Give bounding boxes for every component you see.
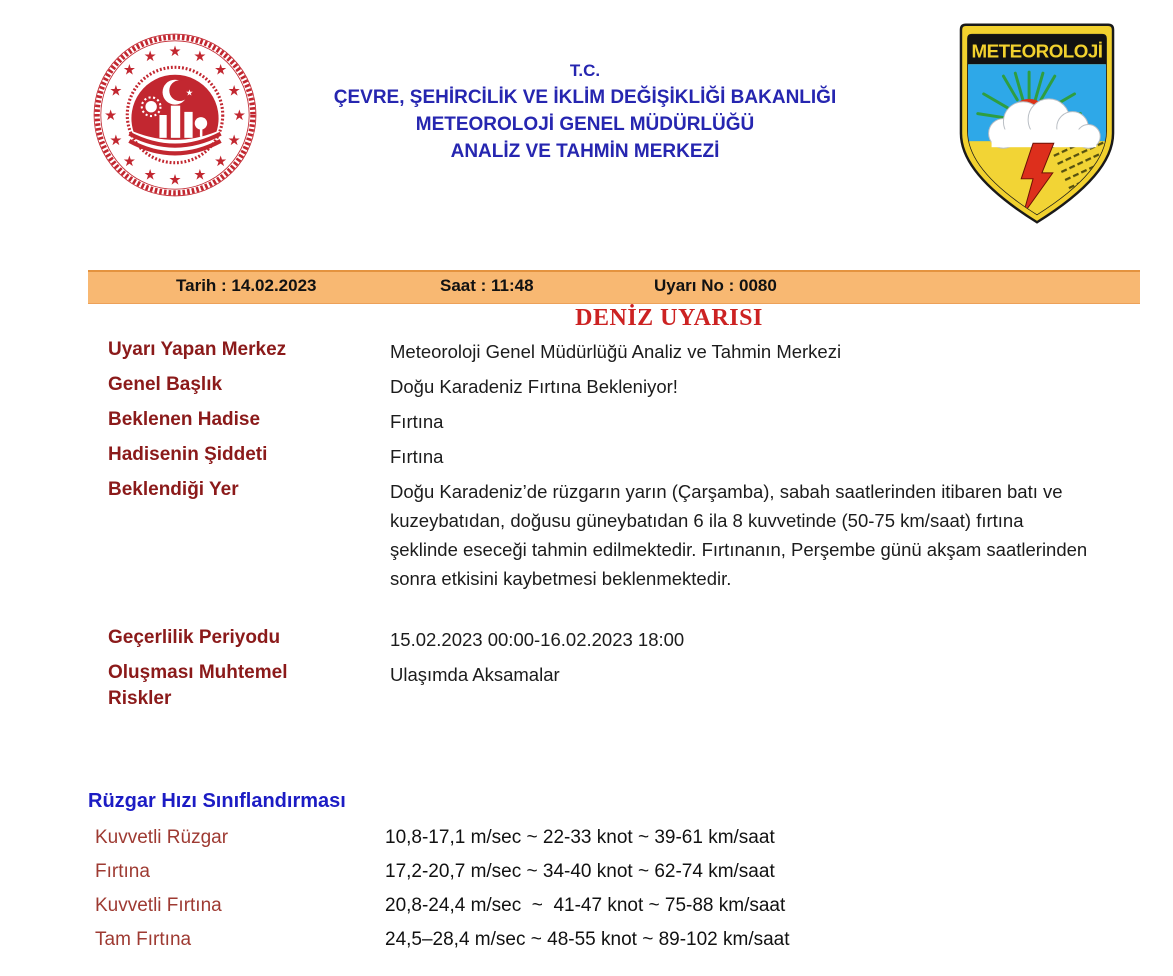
svg-text:★: ★ bbox=[214, 153, 228, 170]
wind-value-strong-storm: 20,8-24,4 m/sec ~ 41-47 knot ~ 75-88 km/saat bbox=[385, 895, 786, 916]
svg-text:★: ★ bbox=[143, 167, 157, 184]
government-emblem-logo bbox=[92, 32, 258, 198]
detail-value-expected-location: Doğu Karadeniz’de rüzgarın yarın (Çarşamba), sabah saatlerinden itibaren batı ve kuzeybatıdan, doğusu güneybatıdan 6 ila 8 kuvvetinde (50-75 km/saat) fırtına şeklinde eseceği tahmin edilmektedir. Fırtınanın, Perşembe günü akşam saatlerinden sonra etkisini kaybetmesi beklenmektedir. bbox=[390, 481, 1093, 589]
detail-label-possible-risks: Oluşması Muhtemel Riskler bbox=[108, 662, 288, 709]
wind-label-full-storm: Tam Fırtına bbox=[95, 929, 192, 950]
svg-text:★: ★ bbox=[227, 133, 241, 150]
detail-value-general-title: Doğu Karadeniz Fırtına Bekleniyor! bbox=[390, 376, 678, 397]
wind-label-strong-wind: Kuvvetli Rüzgar bbox=[95, 827, 229, 848]
svg-text:★: ★ bbox=[122, 62, 136, 79]
detail-label-general-title: Genel Başlık bbox=[108, 374, 223, 395]
detail-label-warning-center: Uyarı Yapan Merkez bbox=[108, 339, 287, 360]
detail-label-event-severity: Hadisenin Şiddeti bbox=[108, 444, 268, 465]
header-line-tc: T.C. bbox=[569, 61, 601, 80]
svg-text:★: ★ bbox=[168, 172, 182, 189]
svg-text:★: ★ bbox=[122, 153, 136, 170]
svg-text:★: ★ bbox=[214, 62, 228, 79]
detail-value-warning-center: Meteoroloji Genel Müdürlüğü Analiz ve Tahmin Merkezi bbox=[390, 341, 842, 362]
svg-text:★: ★ bbox=[193, 167, 207, 184]
page-title: DENİZ UYARISI bbox=[575, 305, 763, 331]
detail-value-validity-period: 15.02.2023 00:00-16.02.2023 18:00 bbox=[390, 629, 685, 650]
detail-value-event-severity: Fırtına bbox=[390, 446, 444, 467]
meteoroloji-shield-icon bbox=[958, 22, 1116, 226]
svg-text:★: ★ bbox=[185, 87, 194, 98]
detail-value-expected-event: Fırtına bbox=[390, 411, 444, 432]
detail-label-expected-event: Beklenen Hadise bbox=[108, 409, 261, 430]
svg-text:★: ★ bbox=[168, 43, 182, 60]
svg-text:★: ★ bbox=[232, 108, 246, 125]
document-header bbox=[240, 57, 930, 165]
warning-number-text: Uyarı No : 0080 bbox=[654, 276, 777, 295]
info-bar bbox=[88, 270, 1140, 304]
svg-text:★: ★ bbox=[104, 108, 118, 125]
svg-text:★: ★ bbox=[143, 49, 157, 66]
svg-text:★: ★ bbox=[109, 133, 123, 150]
government-emblem-icon bbox=[92, 32, 258, 198]
wind-classification-heading: Rüzgar Hızı Sınıflandırması bbox=[88, 790, 346, 812]
wind-value-storm: 17,2-20,7 m/sec ~ 34-40 knot ~ 62-74 km/saat bbox=[385, 861, 775, 882]
header-line-center: ANALİZ VE TAHMİN MERKEZİ bbox=[450, 141, 720, 162]
wind-label-strong-storm: Kuvvetli Fırtına bbox=[95, 895, 222, 916]
detail-label-expected-location: Beklendiği Yer bbox=[108, 479, 239, 500]
detail-value-possible-risks: Ulaşımda Aksamalar bbox=[390, 664, 560, 685]
header-line-directorate: METEOROLOJİ GENEL MÜDÜRLÜĞÜ bbox=[415, 114, 755, 135]
header-line-ministry: ÇEVRE, ŞEHİRCİLİK VE İKLİM DEĞİŞİKLİĞİ BAKANLIĞI bbox=[333, 87, 837, 108]
meteoroloji-logo bbox=[958, 22, 1116, 226]
met-logo-text: METEOROLOJİ bbox=[971, 40, 1103, 62]
date-text: Tarih : 14.02.2023 bbox=[176, 276, 317, 295]
wind-label-storm: Fırtına bbox=[95, 861, 150, 882]
wind-value-strong-wind: 10,8-17,1 m/sec ~ 22-33 knot ~ 39-61 km/saat bbox=[385, 827, 775, 848]
detail-label-validity-period: Geçerlilik Periyodu bbox=[108, 627, 281, 648]
svg-text:★: ★ bbox=[109, 83, 123, 100]
time-text: Saat : 11:48 bbox=[440, 276, 534, 295]
svg-text:★: ★ bbox=[193, 49, 207, 66]
svg-text:★: ★ bbox=[227, 83, 241, 100]
wind-value-full-storm: 24,5–28,4 m/sec ~ 48-55 knot ~ 89-102 km/saat bbox=[385, 929, 790, 950]
